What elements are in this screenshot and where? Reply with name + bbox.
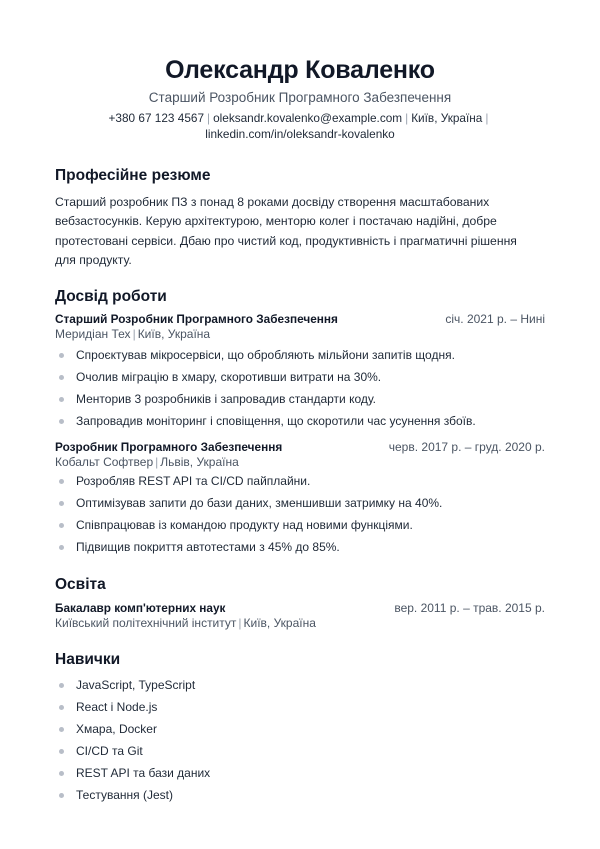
bullet-text: Співпрацював із командою продукту над новими функціями. xyxy=(76,517,413,532)
skill-item xyxy=(55,788,545,803)
skill-text: React і Node.js xyxy=(76,699,158,714)
separator: | xyxy=(207,111,211,125)
skill-item xyxy=(55,766,545,781)
bullet-icon xyxy=(59,793,64,798)
job-title: Розробник Програмного Забезпечення xyxy=(55,439,283,454)
list-item xyxy=(55,518,545,533)
skill-item xyxy=(55,722,545,737)
skill-text: Тестування (Jest) xyxy=(76,787,173,802)
bullet-icon xyxy=(59,479,64,484)
skills-list xyxy=(55,678,545,803)
email[interactable]: oleksandr.kovalenko@example.com xyxy=(213,111,403,125)
list-item xyxy=(55,392,545,407)
education-dates: вер. 2011 р. – трав. 2015 р. xyxy=(394,600,545,615)
skill-text: REST API та бази даних xyxy=(76,765,211,780)
list-item xyxy=(55,414,545,429)
summary-text: Старший розробник ПЗ з понад 8 роками досвіду створення масштабованих вебзастосунків. Керую архітектурою, менторю колег і постачаю надійні, добре протестовані сервіси. Дбаю про чистий код, продуктивність і прагматичні рішення для продукту. xyxy=(55,195,517,268)
skills-section xyxy=(55,650,545,803)
bullet-icon xyxy=(59,683,64,688)
candidate-name: Олександр Коваленко xyxy=(165,56,435,84)
bullet-icon xyxy=(59,727,64,732)
list-item xyxy=(55,540,545,555)
experience-title: Досвід роботи xyxy=(55,287,167,305)
summary-section xyxy=(55,166,545,271)
job-title: Старший Розробник Програмного Забезпечення xyxy=(55,311,338,326)
company-name: Меридіан Тех xyxy=(55,326,131,341)
skill-text: JavaScript, TypeScript xyxy=(76,677,196,692)
bullet-icon xyxy=(59,749,64,754)
resume-header xyxy=(55,0,545,142)
job-dates: черв. 2017 р. – груд. 2020 р. xyxy=(388,439,545,454)
company-name: Кобальт Софтвер xyxy=(55,454,154,469)
skill-item xyxy=(55,678,545,693)
skill-text: CI/CD та Git xyxy=(76,743,143,758)
degree: Бакалавр комп'ютерних наук xyxy=(55,600,226,615)
bullet-text: Запровадив моніторинг і сповіщення, що скоротили час усунення збоїв. xyxy=(76,413,476,428)
school-info xyxy=(55,616,545,631)
bullet-text: Очолив міграцію в хмару, скоротивши витрати на 30%. xyxy=(76,369,382,384)
education-title: Освіта xyxy=(55,575,106,593)
job-entry xyxy=(55,312,545,429)
bullet-icon xyxy=(59,375,64,380)
school-location: Київ, Україна xyxy=(243,615,316,630)
bullet-text: Спроєктував мікросервіси, що обробляють мільйони запитів щодня. xyxy=(76,347,455,362)
bullet-icon xyxy=(59,771,64,776)
separator: | xyxy=(132,326,136,341)
bullet-text: Розробляв REST API та CI/CD пайплайни. xyxy=(76,473,311,488)
bullet-icon xyxy=(59,419,64,424)
linkedin-link[interactable]: linkedin.com/in/oleksandr-kovalenko xyxy=(205,126,395,141)
phone: +380 67 123 4567 xyxy=(108,111,204,125)
company-location: Львів, Україна xyxy=(160,454,239,469)
job-bullets xyxy=(55,348,545,429)
bullet-icon xyxy=(59,353,64,358)
job-bullets xyxy=(55,474,545,555)
bullet-icon xyxy=(59,397,64,402)
job-company xyxy=(55,327,545,342)
separator: | xyxy=(238,615,242,630)
candidate-role: Старший Розробник Програмного Забезпечення xyxy=(148,90,452,105)
bullet-icon xyxy=(59,523,64,528)
separator: | xyxy=(405,111,409,125)
contact-info xyxy=(55,111,545,142)
company-location: Київ, Україна xyxy=(137,326,211,341)
bullet-text: Оптимізував запити до бази даних, зменшивши затримку на 40%. xyxy=(76,495,443,510)
bullet-icon xyxy=(59,501,64,506)
job-entry xyxy=(55,440,545,555)
skill-item xyxy=(55,700,545,715)
bullet-text: Менторив 3 розробників і запровадив стандарти коду. xyxy=(76,391,377,406)
bullet-text: Підвищив покриття автотестами з 45% до 85%. xyxy=(76,539,340,554)
bullet-icon xyxy=(59,545,64,550)
education-section xyxy=(55,575,545,631)
list-item xyxy=(55,496,545,511)
school-name: Київський політехнічний інститут xyxy=(55,615,237,630)
list-item xyxy=(55,474,545,489)
job-dates: січ. 2021 р. – Нині xyxy=(445,311,545,326)
job-company xyxy=(55,455,545,470)
experience-section xyxy=(55,287,545,555)
education-entry xyxy=(55,601,545,631)
separator: | xyxy=(155,454,159,469)
skill-item xyxy=(55,744,545,759)
skill-text: Хмара, Docker xyxy=(76,721,157,736)
list-item xyxy=(55,348,545,363)
skills-title: Навички xyxy=(55,650,121,668)
bullet-icon xyxy=(59,705,64,710)
location: Київ, Україна xyxy=(411,111,483,125)
list-item xyxy=(55,370,545,385)
separator: | xyxy=(485,111,489,125)
summary-title: Професійне резюме xyxy=(55,167,211,184)
